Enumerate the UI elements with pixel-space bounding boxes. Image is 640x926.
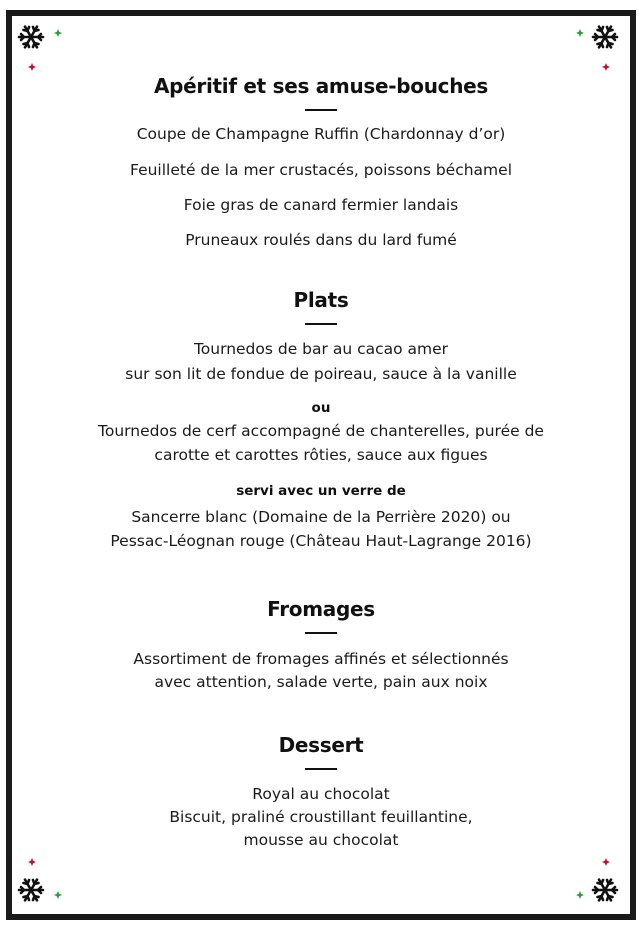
section-divider [305,323,337,325]
wine-item: Pessac-Léognan rouge (Château Haut-Lagrange 2016) [110,532,532,550]
menu-item: sur son lit de fondue de poireau, sauce à la vanille [125,365,517,383]
section-title-dessert: Dessert [278,733,364,757]
green-star-icon [54,891,62,899]
section-title-aperitif: Apéritif et ses amuse-bouches [153,74,489,98]
wine-heading: servi avec un verre de [236,483,406,499]
green-star-icon [576,891,584,899]
corner-decoration-top-left [14,18,74,78]
menu-item: Tournedos de bar au cacao amer [193,340,449,358]
menu-item: Pruneaux roulés dans du lard fumé [185,231,457,249]
red-star-icon [602,858,610,866]
menu-item: avec attention, salade verte, pain aux noix [154,673,488,691]
section-divider [305,632,337,634]
menu-item: carotte et carottes rôties, sauce aux figues [154,446,488,464]
section-title-fromages: Fromages [267,597,375,621]
corner-decoration-top-right [572,18,632,78]
menu-item: Assortiment de fromages affinés et sélectionnés [133,650,509,668]
menu-item: Foie gras de canard fermier landais [183,196,459,214]
wine-item: Sancerre blanc (Domaine de la Perrière 2020) ou [131,508,511,526]
section-divider [305,768,337,770]
menu-item: Coupe de Champagne Ruffin (Chardonnay d’or) [136,125,506,143]
or-separator: ou [311,400,331,416]
snowflake-icon [593,880,617,901]
red-star-icon [28,63,36,71]
green-star-icon [54,29,62,37]
corner-decoration-bottom-left [14,852,74,912]
menu-item: Feuilleté de la mer crustacés, poissons béchamel [130,161,512,179]
green-star-icon [576,29,584,37]
snowflake-icon [593,27,617,48]
corner-decoration-bottom-right [572,852,632,912]
snowflake-icon [19,27,43,48]
red-star-icon [602,63,610,71]
snowflake-icon [19,880,43,901]
menu-item: Royal au chocolat [252,785,390,803]
section-divider [305,109,337,111]
menu-item: mousse au chocolat [243,831,399,849]
menu-item: Tournedos de cerf accompagné de chanterelles, purée de [98,422,544,440]
menu-item: Biscuit, praliné croustillant feuillantine, [169,808,473,826]
red-star-icon [28,858,36,866]
section-title-plats: Plats [293,288,349,312]
